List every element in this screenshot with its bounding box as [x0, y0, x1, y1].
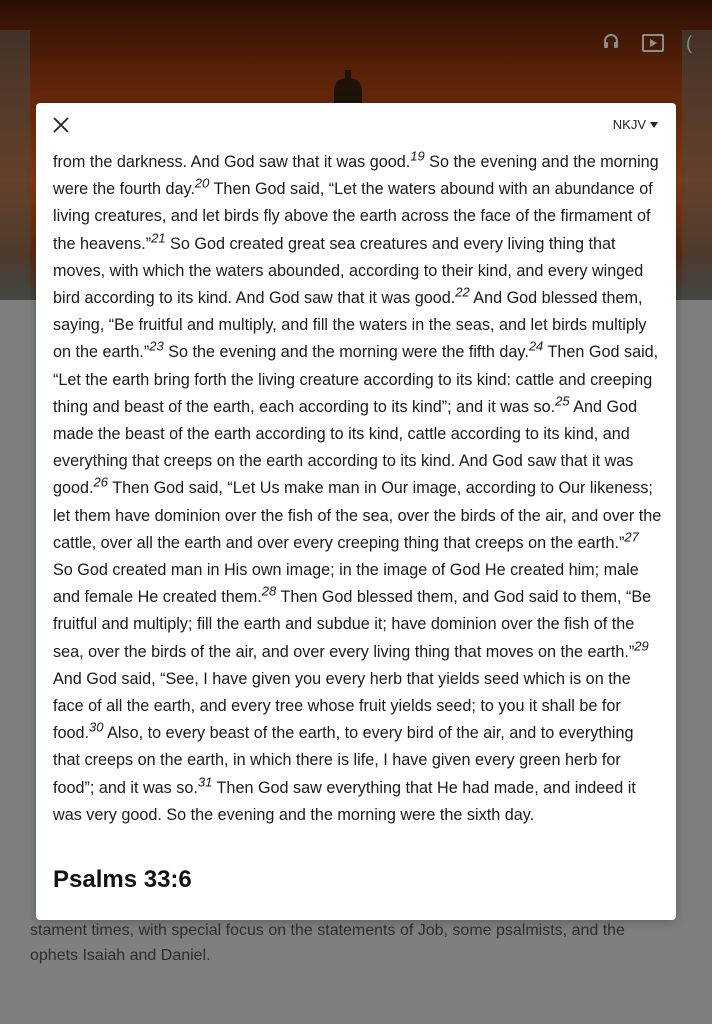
verse-number: 30: [89, 719, 104, 735]
verse-text: Then God saw everything that He had made, and indeed it was very good. So the evening and the morning were the sixth day.: [53, 778, 636, 824]
verse-number: 20: [194, 175, 210, 191]
version-label: NKJV: [612, 117, 646, 132]
more-icon[interactable]: (: [686, 32, 692, 53]
verse-text: Then God said, “Let the waters abound with an abundance of living creatures, and let birds fly above the earth across the face of the firmament of the heavens.”: [53, 180, 653, 253]
verse-number: 22: [455, 284, 470, 300]
verse-number: 24: [528, 339, 544, 355]
verse-text: And God blessed them, saying, “Be fruitful and multiply, and fill the waters in the seas, and let birds multiply on the earth.”: [53, 289, 647, 362]
verse-text: Also, to every beast of the earth, to every bird of the air, and to everything that creeps on the earth, in which there is life, I have given every green herb for food”; and it was so.: [53, 724, 634, 797]
media-controls: [602, 32, 692, 53]
verse-number: 28: [261, 583, 277, 599]
close-icon: [50, 114, 72, 136]
background-article-text: stament times, with special focus on the statements of Job, some psalmists, and the ophets Isaiah and Daniel.: [30, 922, 625, 964]
verse-text: Then God blessed them, and God said to them, “Be fruitful and multiply; fill the earth and subdue it; have dominion over the fish of the sea, over the birds of the air, and over every living thing that moves on the earth.”: [53, 588, 652, 661]
verse-text: So God created man in His own image; in the image of God He created him; male and female He created them.: [53, 561, 639, 607]
verse-text: And God said, “See, I have given you every herb that yields seed which is on the face of all the earth, and every tree whose fruit yields seed; to you it shall be for food.: [53, 669, 631, 743]
headphones-icon[interactable]: [602, 32, 620, 53]
verse-number: 26: [93, 475, 108, 491]
verse-number: 25: [555, 393, 570, 409]
caret-down-icon: [650, 122, 658, 128]
version-selector[interactable]: [613, 117, 658, 132]
verse-number: 31: [197, 774, 213, 790]
verse-number: 29: [634, 638, 649, 654]
verse-number: 27: [624, 529, 639, 545]
verse-text: from the darkness. And God saw that it was good.: [53, 153, 411, 171]
verse-text: So God created great sea creatures and every living thing that moves, with which the waters abounded, according to their kind, and every winged bird according to its kind. And God saw that it was good.: [53, 234, 644, 308]
verse-number: 19: [410, 148, 425, 164]
verse-text: Then God said, “Let Us make man in Our image, according to Our likeness; let them have dominion over the fish of the sea, over the birds of the air, and over the cattle, over all the earth and over every creeping thing that creeps on the earth.”: [53, 479, 662, 552]
verse-number: 21: [151, 230, 166, 246]
verse-text: So the evening and the morning were the fourth day.: [53, 153, 659, 199]
verse-text: And God made the beast of the earth according to its kind, cattle according to its kind, and everything that creeps on the earth according to its kind. And God saw that it was good.: [53, 397, 638, 498]
verse-number: 23: [149, 339, 164, 355]
verse-text: So the evening and the morning were the fifth day.: [163, 343, 529, 362]
passage-text: [53, 149, 663, 829]
passage-modal: [36, 103, 676, 920]
video-play-icon[interactable]: [642, 34, 664, 52]
next-reference-heading: Psalms 33:6: [53, 866, 192, 893]
verse-text: Then God said, “Let the earth bring forth the living creature according to its kind: cattle and creeping thing and beast of the earth, each according to its kind”; and it was so.: [53, 343, 659, 416]
close-button[interactable]: [50, 114, 72, 136]
